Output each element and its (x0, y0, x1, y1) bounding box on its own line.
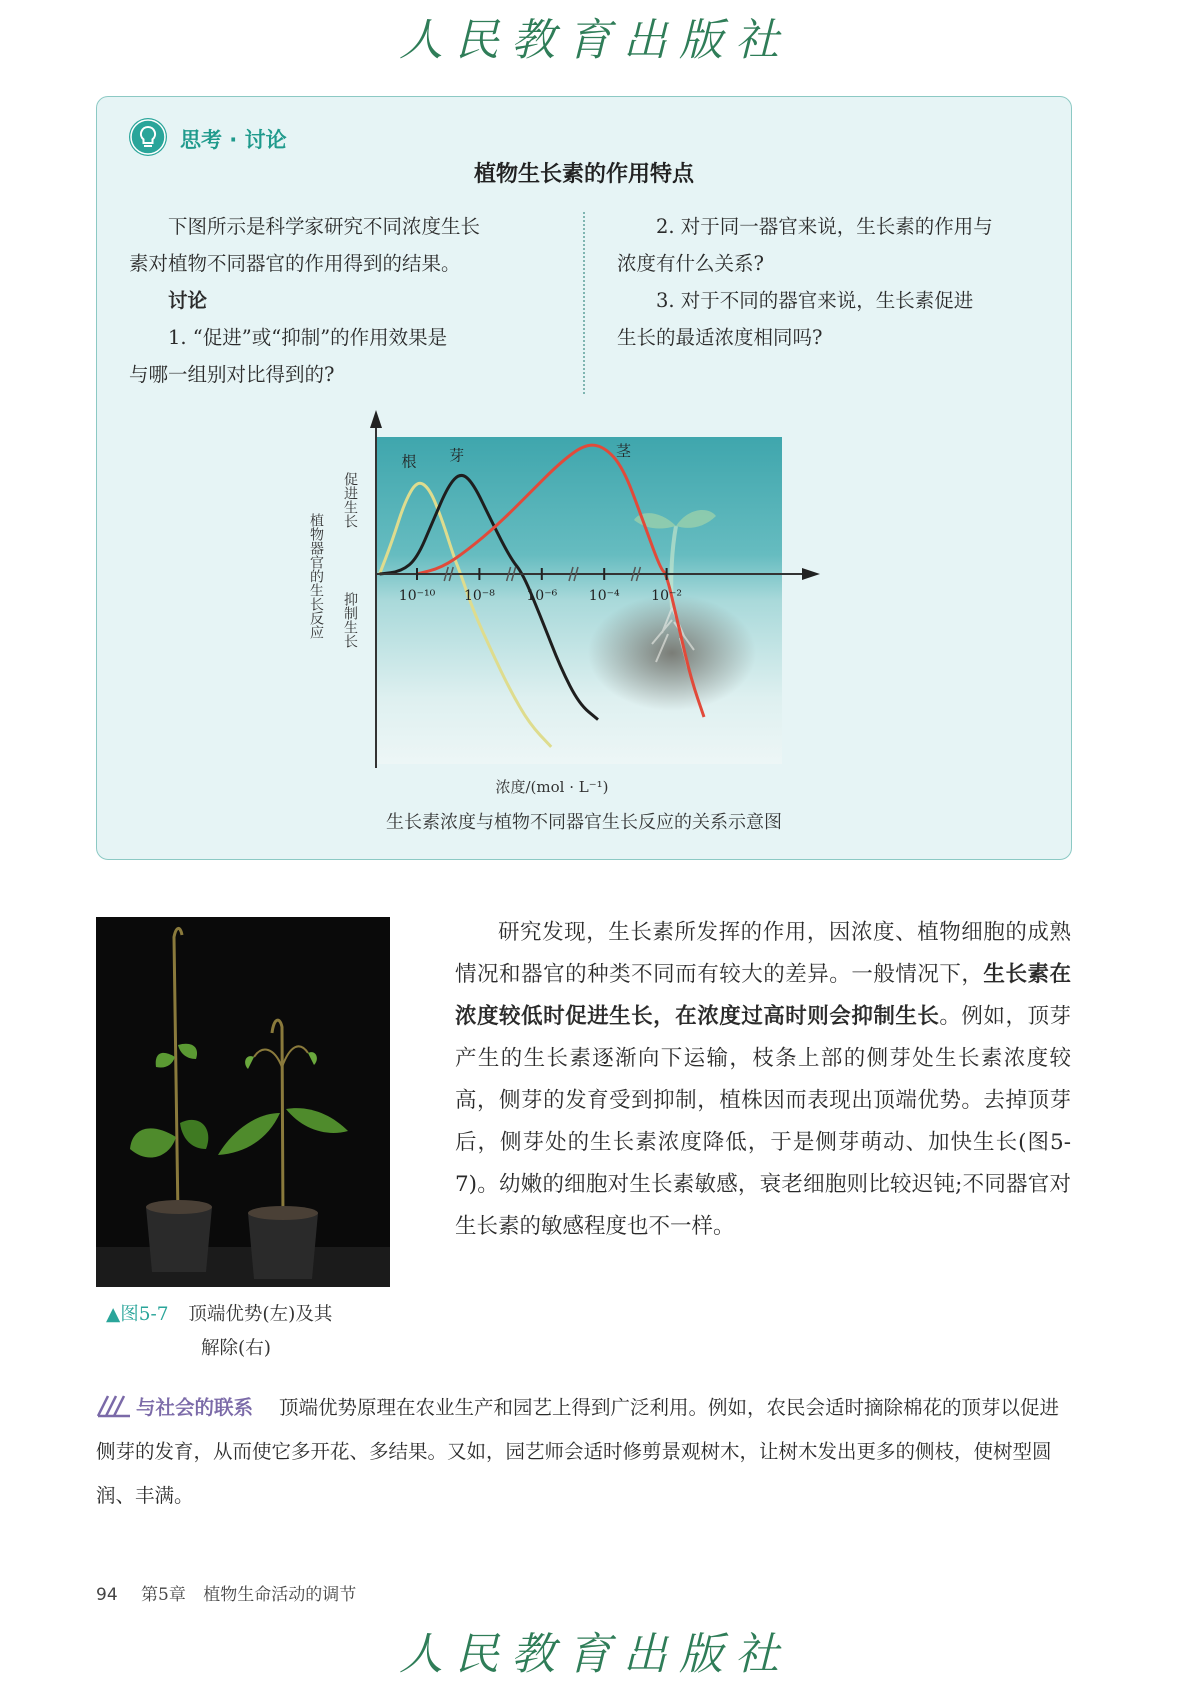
chart-caption: 生长素浓度与植物不同器官生长反应的关系示意图 (386, 812, 782, 833)
y-axis-arrow (370, 410, 382, 428)
body-text-emphasis: 生长素在浓度较低时促进生长，在浓度过高时则会抑制生长 (455, 962, 1071, 1029)
discussion-right-column (617, 208, 1047, 356)
society-icon (96, 1394, 132, 1418)
figure-number: ▲图5-7 (106, 1304, 169, 1325)
society-text: 顶端优势原理在农业生产和园艺上得到广泛利用。例如，农民会适时摘除棉花的顶芽以促进侧芽的发育，从而使它多开花、多结果。又如，园艺师会适时修剪景观树木，让树木发出更多的侧枝，使树型圆润、丰满。 (96, 1396, 1060, 1507)
publisher-logo-top: 人民教育出版社 (399, 15, 791, 66)
society-label-text: 与社会的联系 (136, 1396, 254, 1419)
publisher-logo-bottom: 人民教育出版社 (399, 1629, 791, 1680)
x-tick-label-2: 10⁻⁸ (463, 588, 495, 604)
x-tick-label-3: 10⁻⁶ (526, 588, 558, 604)
y-upper-label: 促进生长 (342, 472, 358, 528)
intro-line-2: 素对植物不同器官的作用得到的结果。 (129, 252, 461, 275)
page-footer (96, 1580, 356, 1605)
page-number: 94 (96, 1585, 118, 1605)
chapter-number: 第5章 (141, 1585, 186, 1605)
lightbulb-icon (129, 118, 167, 156)
x-axis-arrow (802, 568, 820, 580)
body-text-2: 。例如，顶芽产生的生长素逐渐向下运输，枝条上部的侧芽处生长素浓度较高，侧芽的发育受到抑制，植株因而表现出顶端优势。去掉顶芽后，侧芽处的生长素浓度降低，于是侧芽萌动、加快生长(图5-7)。幼嫩的细胞对生长素敏感，衰老细胞则比较迟钝;不同器官对生长素的敏感程度也不一样。 (455, 1004, 1071, 1239)
discussion-label: 思考 · 讨论 (180, 128, 287, 152)
plot-area (376, 437, 782, 764)
question-3-line-2: 生长的最适浓度相同吗? (617, 326, 823, 349)
discussion-subheading: 讨论 (168, 289, 208, 312)
auxin-response-chart (290, 398, 850, 798)
x-axis-label: 浓度/(mol · L⁻¹) (495, 778, 609, 796)
x-tick-label-5: 10⁻² (651, 588, 683, 604)
question-2-line-1: 2. 对于同一器官来说，生长素的作用与 (656, 215, 993, 238)
series-label-1: 根 (401, 452, 417, 471)
figure-caption-line-2: 解除(右) (201, 1338, 271, 1359)
x-tick-label-1: 10⁻¹⁰ (398, 588, 436, 604)
intro-line-1: 下图所示是科学家研究不同浓度生长 (168, 215, 481, 238)
question-1-line-1: 1. “促进”或“抑制”的作用效果是 (168, 326, 448, 349)
figure-caption-text: 顶端优势(左)及其 (188, 1304, 333, 1325)
chapter-title: 植物生命活动的调节 (203, 1585, 357, 1605)
body-text-1: 研究发现，生长素所发挥的作用，因浓度、植物细胞的成熟情况和器官的种类不同而有较大的差异。一般情况下， (455, 920, 1071, 987)
question-3-line-1: 3. 对于不同的器官来说，生长素促进 (656, 289, 974, 312)
apical-dominance-photo (96, 917, 390, 1287)
series-label-3: 茎 (615, 442, 631, 460)
soil-shadow (588, 595, 756, 711)
society-label (96, 1396, 253, 1419)
x-tick-label-4: 10⁻⁴ (588, 588, 620, 604)
discussion-left-column (129, 208, 559, 393)
figure-caption (106, 1298, 332, 1366)
y-lower-label: 抑制生长 (342, 592, 358, 648)
discussion-title: 植物生长素的作用特点 (473, 162, 694, 187)
column-divider (583, 212, 585, 394)
body-paragraph (455, 912, 1071, 1248)
question-1-line-2: 与哪一组别对比得到的? (129, 363, 335, 386)
series-label-2: 芽 (449, 446, 465, 465)
figure-caption-line-1 (106, 1298, 332, 1332)
question-2-line-2: 浓度有什么关系? (617, 252, 764, 275)
y-axis-label: 植物器官的生长反应 (308, 513, 324, 639)
society-connection (96, 1386, 1072, 1518)
